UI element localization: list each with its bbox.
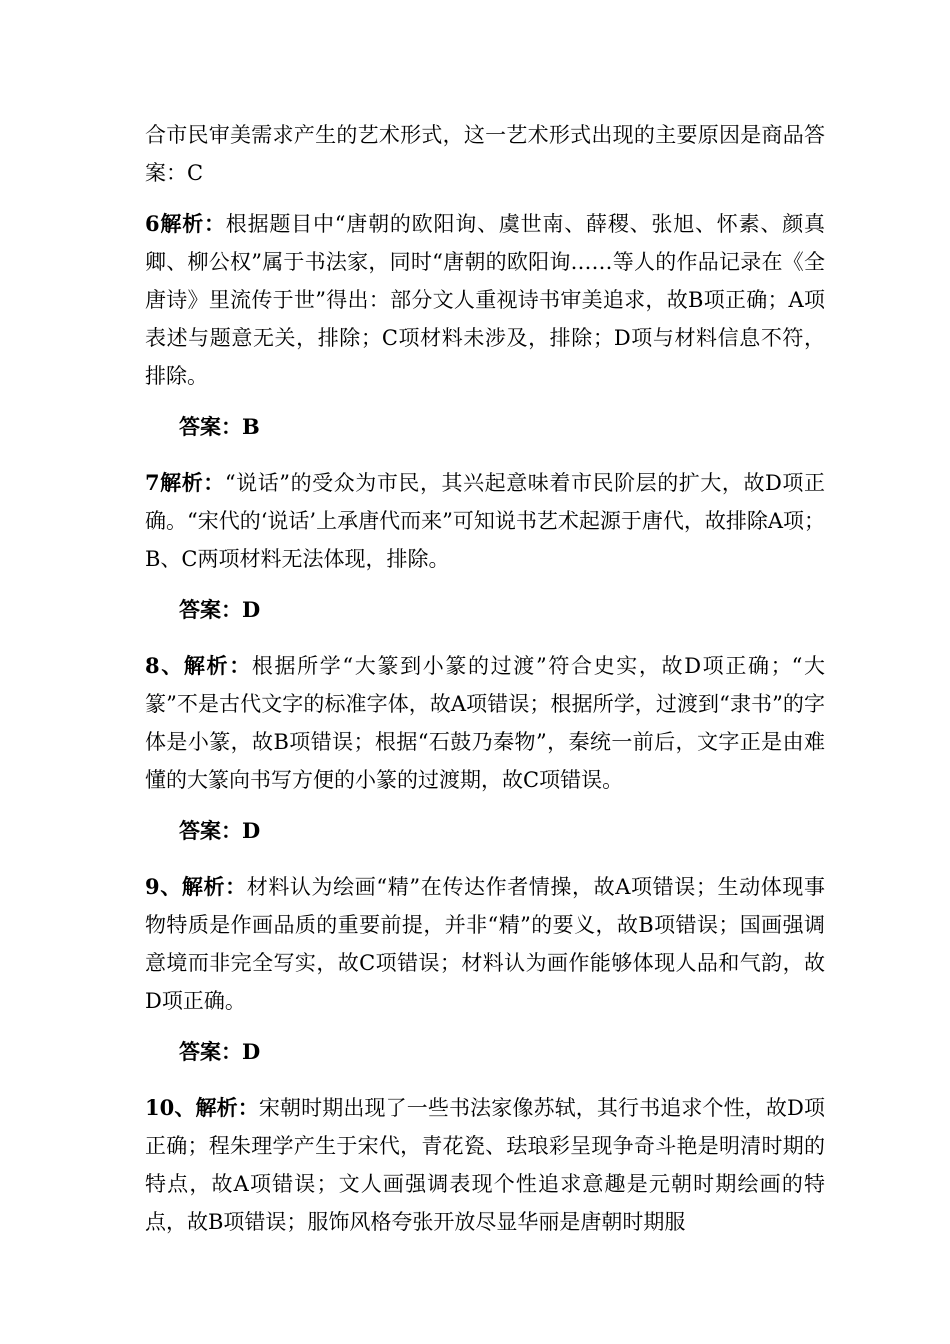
analysis-10	[145, 1089, 825, 1241]
analysis-9	[145, 868, 825, 1020]
answer-9: 答案：D	[179, 1039, 261, 1064]
paragraph-intro	[145, 116, 825, 192]
paragraph-text: 合市民审美需求产生的艺术形式，这一艺术形式出现的主要原因是商品答案：C	[145, 123, 825, 185]
analysis-text: 根据题目中“唐朝的欧阳询、虞世南、薛稷、张旭、怀素、颜真卿、柳公权”属于书法家，同时“唐朝的欧阳询……等人的作品记录在《全唐诗》里流传于世”得出：部分文人重视诗书审美追求，故B项正确；A项表述与题意无关，排除；C项材料未涉及，排除；D项与材料信息不符，排除。	[145, 212, 825, 388]
analysis-label: 10、解析：	[145, 1095, 259, 1120]
analysis-label: 9、解析：	[145, 874, 247, 899]
answer-8: 答案：D	[179, 818, 261, 843]
analysis-6	[145, 205, 825, 395]
analysis-text: “说话”的受众为市民，其兴起意味着市民阶层的扩大，故D项正确。“宋代的‘说话’上承唐代而来”可知说书艺术起源于唐代，故排除A项；B、C两项材料无法体现，排除。	[145, 471, 825, 571]
answer-6: 答案：B	[179, 414, 260, 439]
analysis-8	[145, 647, 825, 799]
analysis-label: 8、解析：	[145, 653, 252, 678]
answer-7: 答案：D	[179, 597, 261, 622]
analysis-label: 7解析：	[145, 470, 225, 495]
analysis-7	[145, 464, 825, 578]
analysis-text: 材料认为绘画“精”在传达作者情操，故A项错误；生动体现事物特质是作画品质的重要前提，并非“精”的要义，故B项错误；国画强调意境而非完全写实，故C项错误；材料认为画作能够体现人品和气韵，故D项正确。	[145, 875, 825, 1013]
analysis-label: 6解析：	[145, 211, 226, 236]
analysis-text: 宋朝时期出现了一些书法家像苏轼，其行书追求个性，故D项正确；程朱理学产生于宋代，青花瓷、珐琅彩呈现争奇斗艳是明清时期的特点，故A项错误；文人画强调表现个性追求意趣是元朝时期绘画的特点，故B项错误；服饰风格夸张开放尽显华丽是唐朝时期服	[145, 1096, 825, 1234]
analysis-text: 根据所学“大篆到小篆的过渡”符合史实，故D项正确；“大篆”不是古代文字的标准字体，故A项错误；根据所学，过渡到“隶书”的字体是小篆，故B项错误；根据“石鼓乃秦物”，秦统一前后，文字正是由难懂的大篆向书写方便的小篆的过渡期，故C项错误。	[145, 654, 825, 792]
document-page	[145, 116, 825, 1241]
